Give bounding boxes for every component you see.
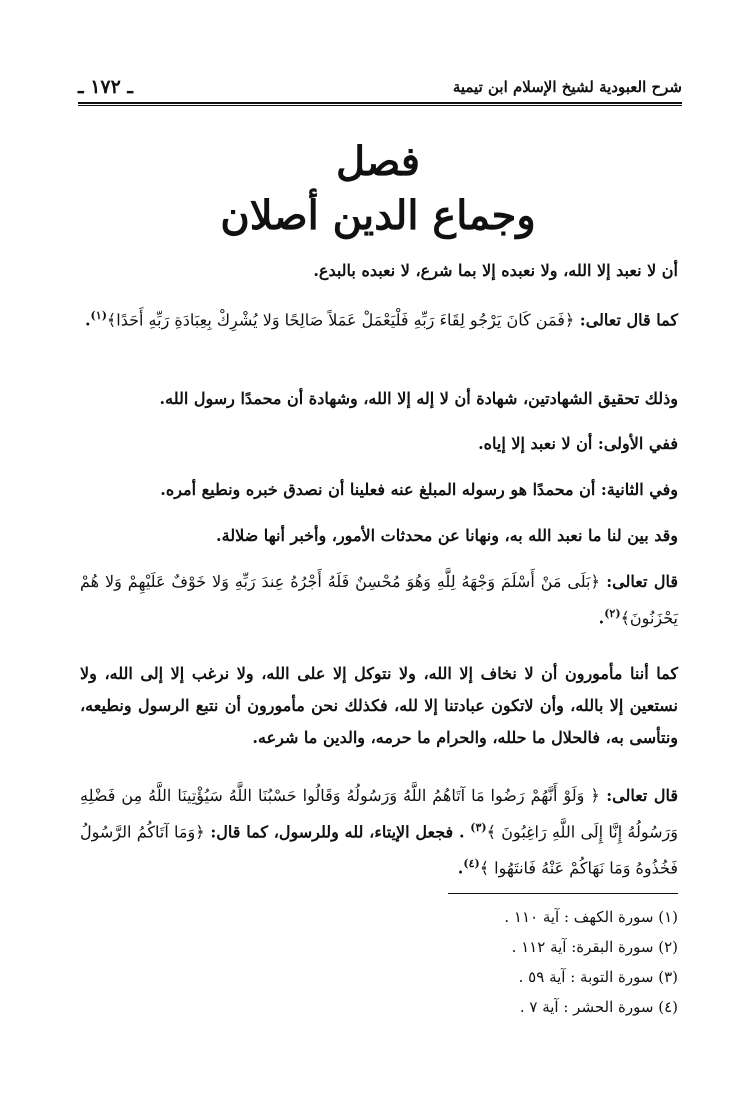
quote-tail: . bbox=[457, 858, 464, 878]
header-rule bbox=[78, 102, 682, 104]
quote-tail: . bbox=[84, 310, 91, 330]
quran-verse-2: ﴿وَمَا آتَاكُمُ الرَّسُولُ فَخُذُوهُ وَمَا نَهَاكُمْ عَنْهُ فَانتَهُوا ﴾ bbox=[80, 822, 678, 878]
paragraph-quote-3 bbox=[80, 780, 678, 885]
quran-verse: ﴿بَلَى مَنْ أَسْلَمَ وَجْهَهُ لِلَّهِ وَهُوَ مُحْسِنٌ فَلَهُ أَجْرُهُ عِندَ رَبِّهِ وَلا خَوْفٌ عَلَيْهِمْ وَلا هُمْ يَحْزَنُونَ﴾ bbox=[80, 572, 678, 628]
quran-verse: ﴿فَمَن كَانَ يَرْجُو لِقَاءَ رَبِّهِ فَلْيَعْمَلْ عَمَلاً صَالِحًا وَلا يُشْرِكْ بِعِبَادَةِ رَبِّهِ أَحَدًا﴾ bbox=[106, 310, 575, 330]
footnote-3: (٣) سورة التوبة : آية ٥٩ . bbox=[518, 968, 678, 986]
quote-lead: قال تعالى: bbox=[599, 572, 678, 591]
paragraph-quote-2 bbox=[80, 566, 678, 634]
chapter-title: وجماع الدين أصلان bbox=[220, 192, 536, 239]
footnote-ref: (١) bbox=[90, 309, 107, 322]
quote-lead: قال تعالى: bbox=[599, 786, 679, 805]
quote-middle: . فجعل الإيتاء، لله وللرسول، كما قال: bbox=[204, 822, 471, 842]
footnote-2: (٢) سورة البقرة: آية ١١٢ . bbox=[511, 938, 678, 956]
paragraph-1: أن لا نعبد إلا الله، ولا نعبده إلا بما شرع، لا نعبده بالبدع. bbox=[313, 261, 678, 280]
quran-verse: ﴿ وَلَوْ أَنَّهُمْ رَضُوا مَا آتَاهُمُ اللَّهُ وَرَسُولُهُ وَقَالُوا حَسْبُنَا اللَّهُ سَيُؤْتِينَا اللَّهُ مِن فَضْلِهِ وَرَسُولُهُ إِنَّا إِلَى اللَّهِ رَاغِبُونَ ﴾ bbox=[80, 786, 679, 842]
paragraph-5: وقد بين لنا ما نعبد الله به، ونهانا عن محدثات الأمور، وأخبر أنها ضلالة. bbox=[216, 526, 678, 545]
paragraph-3: ففي الأولى: أن لا نعبد إلا إياه. bbox=[478, 434, 678, 453]
footnote-ref: (٢) bbox=[604, 607, 621, 620]
paragraph-4: وفي الثانية: أن محمدًا هو رسوله المبلغ عنه فعلينا أن نصدق خبره ونطيع أمره. bbox=[160, 480, 678, 499]
quote-lead: كما قال تعالى: bbox=[574, 310, 678, 330]
footnote-ref: (٤) bbox=[463, 857, 480, 871]
paragraph-2: وذلك تحقيق الشهادتين، شهادة أن لا إله إلا الله، وشهادة أن محمدًا رسول الله. bbox=[159, 389, 678, 408]
quote-tail: . bbox=[598, 608, 605, 628]
header-title: شرح العبودية لشيخ الإسلام ابن تيمية bbox=[452, 78, 682, 96]
paragraph-6: كما أننا مأمورون أن لا نخاف إلا الله، ولا نتوكل إلا على الله، ولا نرغب إلا إلى الله، ولا نستعين إلا بالله، وأن لاتكون عبادتنا إلا لله، فكذلك نحن مأمورون أن نتبع الرسول ونطيعه، ونتأسى به، فالحلال ما حلله، والحرام ما حرمه، والدين ما شرعه. bbox=[80, 664, 678, 747]
paragraph-quote-1 bbox=[80, 300, 678, 336]
running-header bbox=[78, 78, 682, 104]
section-heading: فصل bbox=[335, 138, 421, 185]
page-number: ـ ١٧٢ ـ bbox=[78, 76, 133, 98]
footnote-1: (١) سورة الكهف : آية ١١٠ . bbox=[504, 908, 678, 926]
footnote-divider bbox=[448, 893, 678, 894]
footnotes bbox=[400, 902, 678, 1022]
footnote-4: (٤) سورة الحشر : آية ٧ . bbox=[519, 998, 678, 1016]
footnote-ref: (٣) bbox=[470, 821, 487, 834]
header-rule-thin bbox=[78, 105, 682, 106]
